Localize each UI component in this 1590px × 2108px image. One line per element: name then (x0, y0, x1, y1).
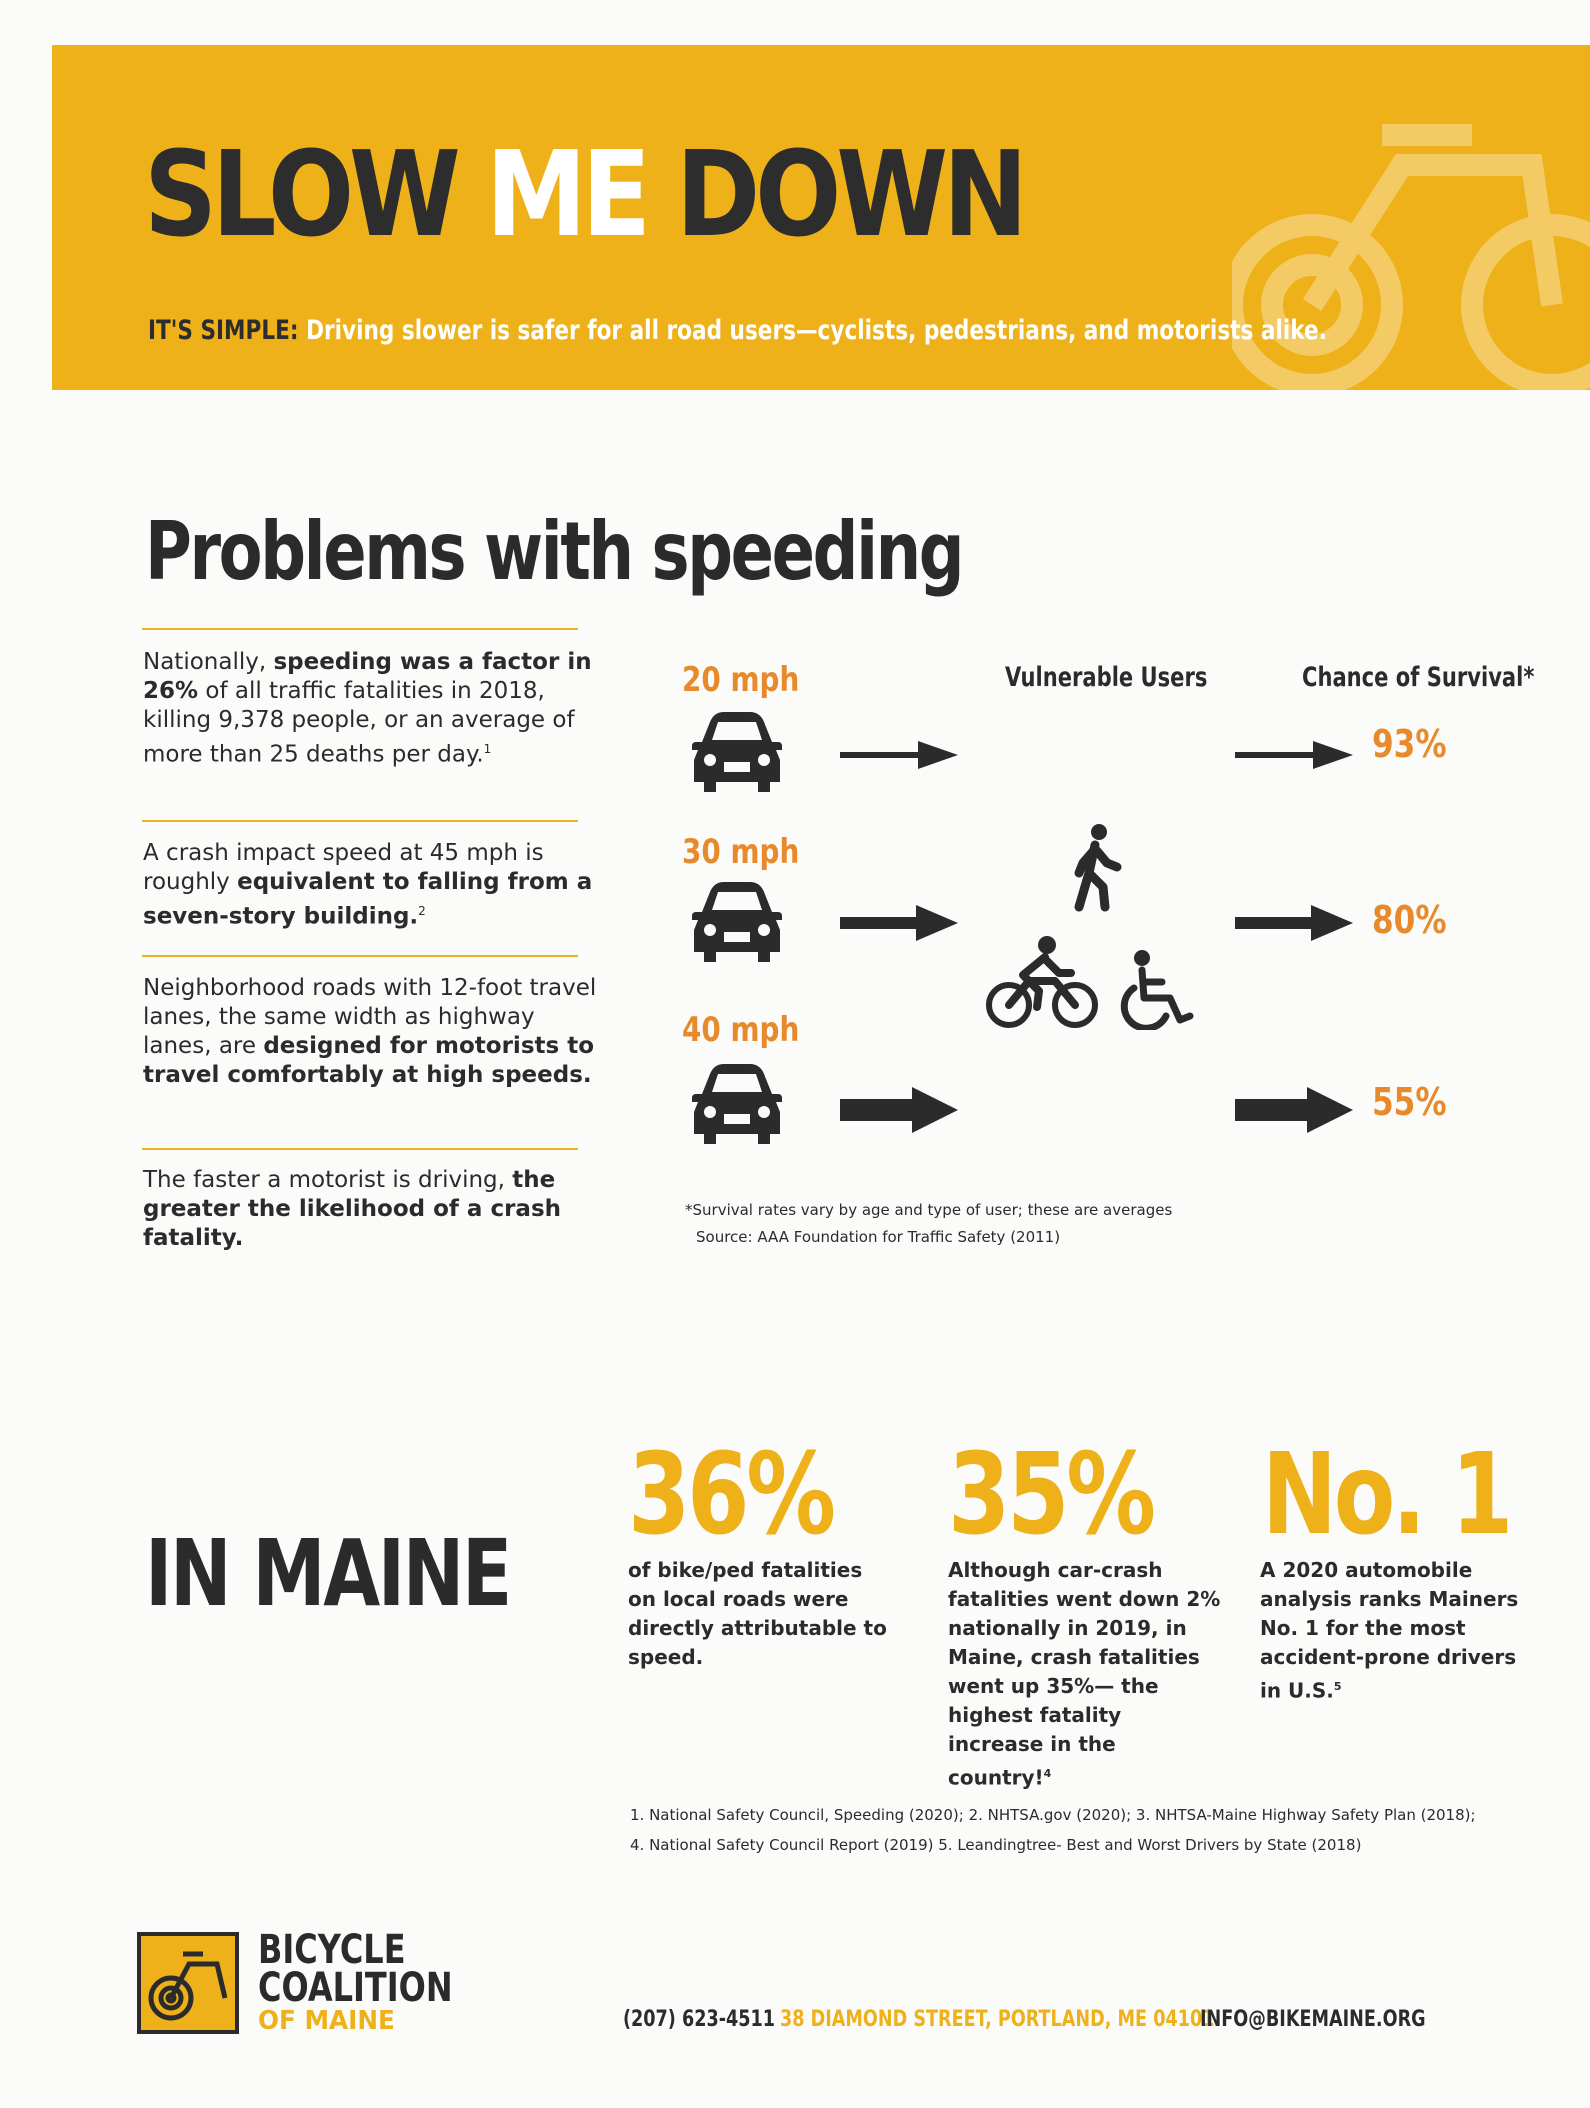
car-icon (692, 710, 782, 792)
arrow-icon (1235, 741, 1353, 769)
fact-fatality-likelihood: The faster a motorist is driving, the greater the likelihood of a crash fatality. (143, 1167, 562, 1251)
problems-heading: Problems with speeding (145, 505, 963, 598)
fact-crash-impact: A crash impact speed at 45 mph is roughly equivalent to falling from a seven-story building.$^2$ (143, 840, 593, 930)
fact-road-design: Neighborhood roads with 12-foot travel lanes, the same width as highway lanes, are designed for motorists to travel comfortably at high speeds. (143, 975, 597, 1088)
car-icon (692, 880, 782, 962)
arrow-icon (1235, 905, 1353, 941)
survival-chance-30: 80% (1372, 898, 1447, 942)
survival-chance-20: 93% (1372, 722, 1447, 766)
car-icon (692, 1062, 782, 1144)
cyclist-icon (985, 935, 1100, 1030)
stat-number-no1: No. 1 (1262, 1430, 1511, 1560)
arrow-icon (840, 905, 958, 941)
arrow-icon (840, 741, 958, 769)
stat-text-35: Although car-crash fatalities went down 2% nationally in 2019, in Maine, crash fatalities went up 35%— the highest fatality increase in the country!$^4$ (948, 1558, 1221, 1790)
divider (142, 1148, 578, 1150)
vulnerable-users-header: Vulnerable Users (1005, 662, 1208, 693)
bicycle-watermark-icon (1232, 105, 1590, 390)
footer-phone[interactable]: (207) 623-4511 (623, 2007, 775, 2032)
logo-text-line-3: OF MAINE (258, 2006, 395, 2036)
arrow-icon (840, 1087, 958, 1133)
stat-number-35: 35% (948, 1430, 1153, 1560)
logo-mark (137, 1932, 239, 2034)
divider (142, 955, 578, 957)
chance-of-survival-header: Chance of Survival* (1302, 662, 1535, 693)
survival-chance-40: 55% (1372, 1080, 1447, 1124)
sources-line-1: 1. National Safety Council, Speeding (2020); 2. NHTSA.gov (2020); 3. NHTSA-Maine Highway Safety Plan (2018); (630, 1806, 1476, 1824)
banner-subtitle: IT'S SIMPLE: Driving slower is safer for all road users—cyclists, pedestrians, and motorists alike. (148, 315, 1327, 346)
speed-label-30: 30 mph (682, 832, 800, 872)
footer-address: 38 DIAMOND STREET, PORTLAND, ME 04101 (780, 2007, 1215, 2032)
survival-note: *Survival rates vary by age and type of user; these are averages (685, 1201, 1173, 1219)
speed-label-20: 20 mph (682, 660, 800, 700)
fact-speeding-factor: Nationally, speeding was a factor in 26% of all traffic fatalities in 2018, killing 9,378 people, or an average of more than 25 deaths per day.$^1$ (143, 649, 592, 768)
logo-text-line-2: COALITION (258, 1965, 453, 2011)
stat-text-36: of bike/ped fatalities on local roads were directly attributable to speed. (628, 1558, 887, 1669)
stat-number-36: 36% (628, 1430, 833, 1560)
stat-text-no1: A 2020 automobile analysis ranks Mainers No. 1 for the most accident-prone drivers in U.S.$^5$ (1260, 1558, 1519, 1703)
footer-email-link[interactable]: INFO@BIKEMAINE.ORG (1200, 2007, 1426, 2032)
wheelchair-icon (1120, 950, 1195, 1030)
divider (142, 628, 578, 630)
arrow-icon (1235, 1087, 1353, 1133)
bicycle-logo-icon (143, 1938, 233, 2028)
pedestrian-icon (1065, 823, 1125, 913)
header-banner (52, 45, 1590, 390)
logo-text-line-1: BICYCLE (258, 1927, 406, 1973)
page-title: SLOW ME DOWN (144, 125, 1023, 263)
speed-label-40: 40 mph (682, 1010, 800, 1050)
survival-source: Source: AAA Foundation for Traffic Safety (2011) (696, 1228, 1061, 1246)
sources-line-2: 4. National Safety Council Report (2019) 5. Leandingtree- Best and Worst Drivers by State (2018) (630, 1836, 1362, 1854)
divider (142, 820, 578, 822)
in-maine-heading: IN MAINE (145, 1520, 510, 1627)
